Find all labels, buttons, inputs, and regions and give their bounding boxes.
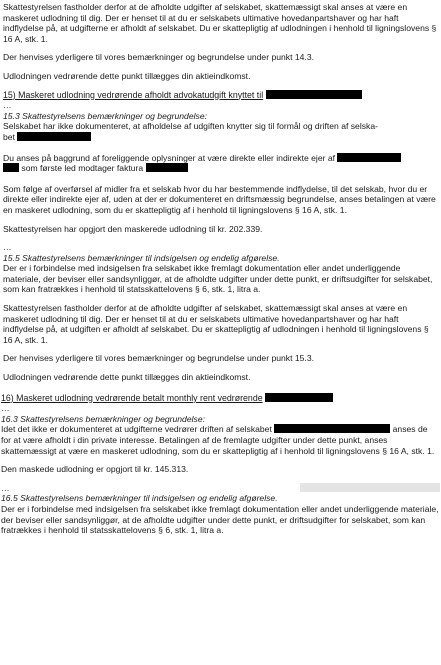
scan-artifact — [300, 483, 440, 492]
heading-section-15-text: 15) Maskeret udlodning vedrørende afholdt advokatudgift knyttet til — [3, 89, 264, 100]
paragraph-16-3 — [1, 424, 439, 456]
ellipsis: … — [3, 242, 12, 253]
heading-16-3: 16.3 Skattestyrelsens bemærkninger og begrundelse: — [1, 413, 205, 424]
heading-section-15 — [3, 90, 439, 101]
paragraph-amount-202339: Skattestyrelsen har opgjort den maskerede udlodning til kr. 202.339. — [3, 223, 263, 234]
paragraph-reference-14-3: Der henvises yderligere til vores bemærkninger og begrundelse under punkt 14.3. — [3, 52, 314, 63]
document-page — [3, 2, 439, 536]
paragraph-documentation-16: Der er i forbindelse med indsigelsen fra selskabet ikke fremlagt dokumentation eller andet underliggende materiale, der beviser eller sandsynliggør, at de afholdte udgifter under dette punkt, er driftsudgifter for selskabet, som kan fratrækkes i henhold til statsskattelovens § 6, stk. 1, litra a. — [1, 503, 439, 536]
redaction-block — [146, 163, 188, 172]
redaction-block — [337, 153, 401, 162]
paragraph-transfer: Som følge af overførsel af midler fra et selskab hvor du har bestemmende indflydelse, til det selskab, hvor du er direkte eller indirekte ejer af, uden at der er dokumenteret en driftsmæssig begrundelse, anses betalingen at være en maskeret udlodning, som du er skattepligtig af i henhold til ligningslovens § 16 A, stk. 1. — [3, 183, 436, 215]
paragraph-aktieindkomst-2: Udlodningen vedrørende dette punkt tillægges din aktieindkomst. — [3, 372, 251, 383]
redaction-block — [17, 132, 91, 141]
paragraph-16-3-text-b: anses de for at være afholdt i din private interesse. Betalingen af de fremlagte udgifter under dette punkt, anses skattemæssigt at være en maskeret udlodning, som du er skattepligtig af i henhold til ligningslovens § 16 A, stk. 1. — [1, 424, 435, 456]
paragraph-owner-text-a: Du anses på baggrund af foreliggende oplysninger at være direkte eller indirekte ejer af — [3, 152, 336, 163]
paragraph-fastholder-1: Skattestyrelsen fastholder derfor at de afholdte udgifter af selskabet, skattemæssigt skal anses at være en maskeret udlodning til dig. Der er henset til at du er selskabets ultimative hovedanpartshaver og har haft indflydelse på, at udgifterne er afholdt af selskabet. Du er skattepligtig af udlodningen i henhold til ligningslovens § 16 A, stk. 1. — [3, 2, 437, 44]
paragraph-16-3-text-a: Idet det ikke er dokumenteret at udgifterne vedrører driften af selskabet — [1, 424, 272, 435]
ellipsis: … — [1, 482, 10, 493]
paragraph-fastholder-2: Skattestyrelsen fastholder derfor at de afholdte udgifter af selskabet, skattemæssigt skal anses at være en maskeret udlodning til dig. Der er henset til at du er selskabets ultimative hovedanpartshaver og har haft indflydelse på, at udgiften er afholdt af selskabet. Du er skattepligtig af udlodningen i henhold til ligningslovens § 16 A, stk. 1. — [3, 303, 429, 345]
heading-section-16-text: 16) Maskeret udlodning vedrørende betalt monthly rent vedrørende — [1, 392, 263, 403]
heading-15-3: 15.3 Skattestyrelsens bemærkninger og begrundelse: — [3, 110, 207, 121]
redaction-block — [265, 393, 333, 402]
paragraph-aktieindkomst-1: Udlodningen vedrørende dette punkt tillægges din aktieindkomst. — [3, 70, 251, 81]
paragraph-owner-text-b: som første led modtager faktura — [21, 163, 144, 174]
ellipsis: … — [1, 403, 10, 414]
paragraph-amount-145313: Den maskede udlodning er opgjort til kr. 145.313. — [1, 464, 189, 475]
heading-section-16 — [1, 393, 439, 404]
redaction-block — [274, 424, 390, 433]
paragraph-reference-15-3: Der henvises yderligere til vores bemærkninger og begrundelse under punkt 15.3. — [3, 353, 314, 364]
paragraph-15-3-line2 — [3, 132, 439, 143]
paragraph-15-3-line1: Selskabet har ikke dokumenteret, at afholdelse af udgiften knytter sig til formål og driften af selska- — [3, 121, 378, 132]
redaction-block — [3, 163, 19, 172]
paragraph-documentation-15: Der er i forbindelse med indsigelsen fra selskabet ikke fremlagt dokumentation eller andet underliggende materiale, der beviser eller sandsynliggør, at de afholdte udgifter under dette punkt, er driftsudgifter for selskabet, som kan fratrækkes i henhold til statsskattelovens § 6, stk. 1, litra a. — [3, 263, 433, 295]
heading-15-5: 15.5 Skattestyrelsens bemærkninger til indsigelsen og endelig afgørelse. — [3, 252, 280, 263]
paragraph-15-3-line2-text: bet — [3, 131, 15, 142]
section-16 — [1, 393, 439, 536]
paragraph-owner — [3, 153, 439, 174]
ellipsis: … — [3, 100, 12, 111]
heading-16-5: 16.5 Skattestyrelsens bemærkninger til indsigelsen og endelig afgørelse. — [1, 493, 278, 504]
redaction-block — [266, 90, 362, 99]
